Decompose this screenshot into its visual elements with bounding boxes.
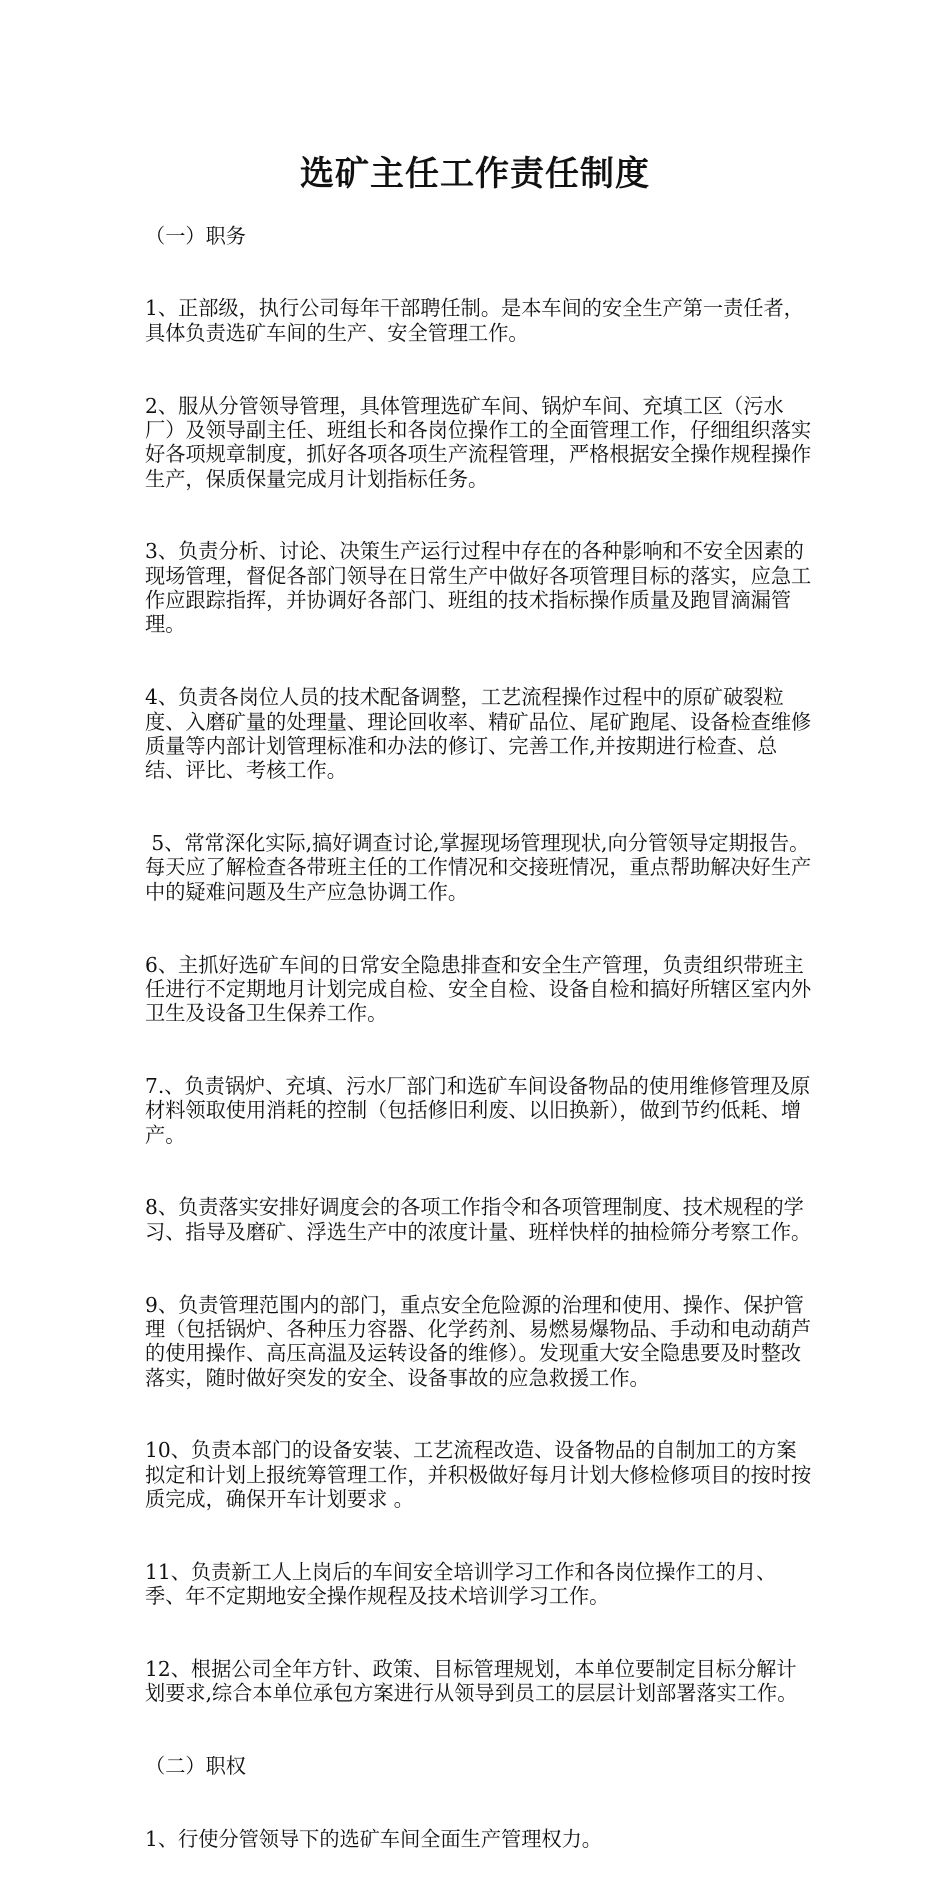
duty-paragraph-12: 12、根据公司全年方针、政策、目标管理规划，本单位要制定目标分解计划要求,综合本单位承包方案进行从领导到员工的层层计划部署落实工作。: [145, 1657, 798, 1706]
power-paragraph-1: 1、行使分管领导下的选矿车间全面生产管理权力。: [145, 1827, 602, 1852]
section-heading-duties: （一）职务: [145, 223, 246, 248]
duty-paragraph-2: 2、服从分管领导管理，具体管理选矿车间、锅炉车间、充填工区（污水厂）及领导副主任、班组长和各岗位操作工的全面管理工作，仔细组织落实好各项规章制度，抓好各项各项生产流程管理，严格根据安全操作规程操作生产，保质保量完成月计划指标任务。: [145, 393, 812, 491]
duty-paragraph-1: 1、正部级，执行公司每年干部聘任制。是本车间的安全生产第一责任者，具体负责选矿车间的生产、安全管理工作。: [145, 296, 804, 345]
document-title: 选矿主任工作责任制度: [300, 153, 650, 194]
document-body: [145, 175, 813, 1900]
duty-paragraph-10: 10、负责本部门的设备安装、工艺流程改造、设备物品的自制加工的方案拟定和计划上报统筹管理工作，并积极做好每月计划大修检修项目的按时按质完成，确保开车计划要求 。: [145, 1438, 812, 1512]
duty-paragraph-5: 5、常常深化实际,搞好调查讨论,掌握现场管理现状,向分管领导定期报告。每天应了解检查各带班主任的工作情况和交接班情况，重点帮助解决好生产中的疑难问题及生产应急协调工作。: [145, 831, 812, 904]
duty-paragraph-8: 8、负责落实安排好调度会的各项工作指令和各项管理制度、技术规程的学习、指导及磨矿、浮选生产中的浓度计量、班样快样的抽检筛分考察工作。: [145, 1195, 812, 1244]
duty-paragraph-9: 9、负责管理范围内的部门，重点安全危险源的治理和使用、操作、保护管理（包括锅炉、各种压力容器、化学药剂、易燃易爆物品、手动和电动葫芦的使用操作、高压高温及运转设备的维修）。发现重大安全隐患要及时整改落实，随时做好突发的安全、设备事故的应急救援工作。: [145, 1292, 812, 1390]
duty-paragraph-11: 11、负责新工人上岗后的车间安全培训学习工作和各岗位操作工的月、季、年不定期地安全操作规程及技术培训学习工作。: [145, 1559, 777, 1609]
duty-paragraph-6: 6、主抓好选矿车间的日常安全隐患排查和安全生产管理，负责组织带班主任进行不定期地月计划完成自检、安全自检、设备自检和搞好所辖区室内外卫生及设备卫生保养工作。: [145, 952, 812, 1026]
duty-paragraph-7: 7.、负责锅炉、充填、污水厂部门和选矿车间设备物品的使用维修管理及原材料领取使用消耗的控制（包括修旧利废、以旧换新），做到节约低耗、增产。: [145, 1073, 811, 1147]
section-heading-powers: （二）职权: [145, 1754, 246, 1779]
duty-paragraph-3: 3、负责分析、讨论、决策生产运行过程中存在的各种影响和不安全因素的现场管理，督促各部门领导在日常生产中做好各项管理目标的落实，应急工作应跟踪指挥，并协调好各部门、班组的技术指标操作质量及跑冒滴漏管理。: [145, 539, 812, 637]
duty-paragraph-4: 4、负责各岗位人员的技术配备调整，工艺流程操作过程中的原矿破裂粒度、入磨矿量的处理量、理论回收率、精矿品位、尾矿跑尾、设备检查维修质量等内部计划管理标准和办法的修订、完善工作,并按期进行检查、总结、评比、考核工作。: [145, 685, 812, 783]
